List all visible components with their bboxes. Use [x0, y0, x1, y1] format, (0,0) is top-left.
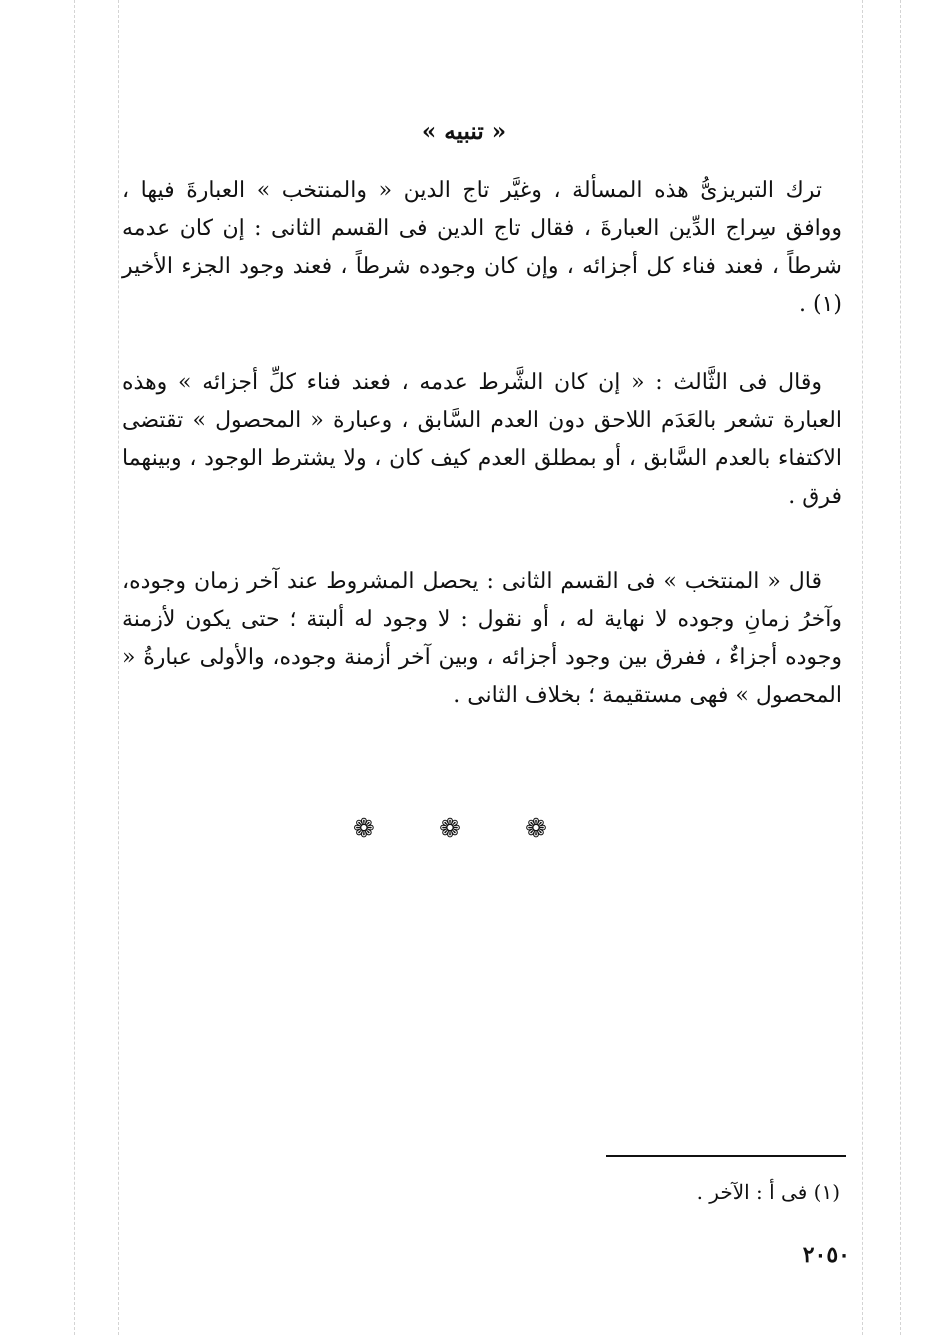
- footnote-divider: [606, 1155, 846, 1157]
- scan-guide-line: [900, 0, 901, 1335]
- section-heading: « تنبيه »: [421, 118, 507, 145]
- paragraph-text: وقال فى الثَّالث : « إن كان الشَّرط عدمه ، فعند فناء كلِّ أجزائه » وهذه العبارة تشعر بالعَدَم اللاحق دون العدم السَّابق ، وعبارة « المحصول » تقتضى الاكتفاء بالعدم السَّابق ، أو بمطلق العدم كيف كان ، ولا يشترط الوجود ، وبينهما فرق .: [122, 370, 842, 509]
- page-number: ٢٠٥٠: [802, 1242, 850, 1268]
- paragraph-text: ترك التبريزىُّ هذه المسألة ، وغيَّر تاج الدين « والمنتخب » العبارةَ فيها ، ووافق سِراج الدِّين العبارةَ ، فقال تاج الدين فى القسم الثانى : إن كان عدمه شرطاً ، فعند فناء كل أجزائه ، وإن كان وجوده شرطاً ، فعند وجود الجزء الأخير (١) .: [122, 178, 842, 317]
- paragraph-text: قال « المنتخب » فى القسم الثانى : يحصل المشروط عند آخر زمان وجوده، وآخرُ زمانِ وجوده لا نهاية له ، أو نقول : لا وجود له ألبتة ؛ حتى يكون لأزمنة وجوده أجزاءٌ ، ففرق بين وجود أجزائه ، وبين آخر أزمنة وجوده، والأولى عبارةُ « المحصول » فهى مستقيمة ؛ بخلاف الثانى .: [122, 569, 842, 708]
- paragraph-1: [122, 172, 842, 324]
- scan-guide-line: [74, 0, 75, 1335]
- ornament-separator: ❁ ❁ ❁: [353, 814, 575, 844]
- scan-guide-line: [118, 0, 119, 1335]
- scan-guide-line: [862, 0, 863, 1335]
- paragraph-2: [122, 364, 842, 516]
- paragraph-3: [122, 563, 842, 715]
- footnote: (١) فى أ : الآخر .: [696, 1180, 840, 1204]
